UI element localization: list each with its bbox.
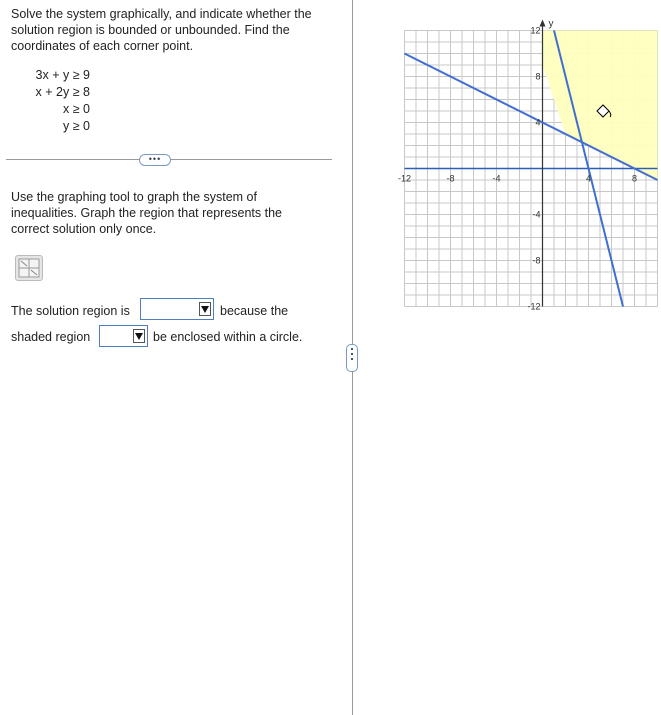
answer-text-2: because the (220, 304, 289, 318)
y-axis-label: y (548, 18, 554, 30)
inequality-2: x + 2y ≥ 8 (35, 85, 90, 99)
inequality-system (30, 67, 90, 135)
y-tick-label: 12 (530, 25, 541, 36)
inequality-3: x ≥ 0 (62, 102, 90, 116)
x-tick-label: 8 (631, 173, 638, 184)
answer-text-4: be enclosed within a circle. (153, 330, 303, 344)
answer-text-3: shaded region (11, 330, 91, 344)
x-tick-label: -8 (446, 173, 455, 184)
coordinate-plane[interactable] (360, 0, 661, 320)
x-tick-label: -4 (492, 173, 501, 184)
y-tick-label: -8 (532, 255, 541, 266)
inequality-1: 3x + y ≥ 9 (35, 68, 90, 82)
panel-resize-handle[interactable] (346, 344, 358, 372)
inequality-4: y ≥ 0 (62, 119, 90, 133)
answer-text-1: The solution region is (11, 304, 130, 318)
y-tick-label: 8 (535, 71, 541, 82)
chevron-down-icon (199, 302, 211, 316)
graph-area[interactable] (360, 0, 661, 320)
graph-tool-icon[interactable] (15, 255, 43, 281)
x-tick-label: -12 (397, 173, 412, 184)
question-text: Solve the system graphically, and indicate whether the solution region is bounded or unbounded. Find the coordinates of each corner point. (11, 7, 312, 53)
bounded-dropdown[interactable] (140, 298, 214, 320)
more-button[interactable]: ••• (139, 154, 171, 166)
chevron-down-icon (133, 329, 145, 343)
instructions-text: Use the graphing tool to graph the system of inequalities. Graph the region that represents the correct solution only once. (11, 190, 283, 236)
x-tick-label: 4 (585, 173, 592, 184)
y-tick-label: -12 (527, 301, 541, 312)
can-cannot-dropdown[interactable] (99, 325, 148, 347)
y-tick-label: 4 (535, 117, 541, 128)
y-tick-label: -4 (532, 209, 541, 220)
